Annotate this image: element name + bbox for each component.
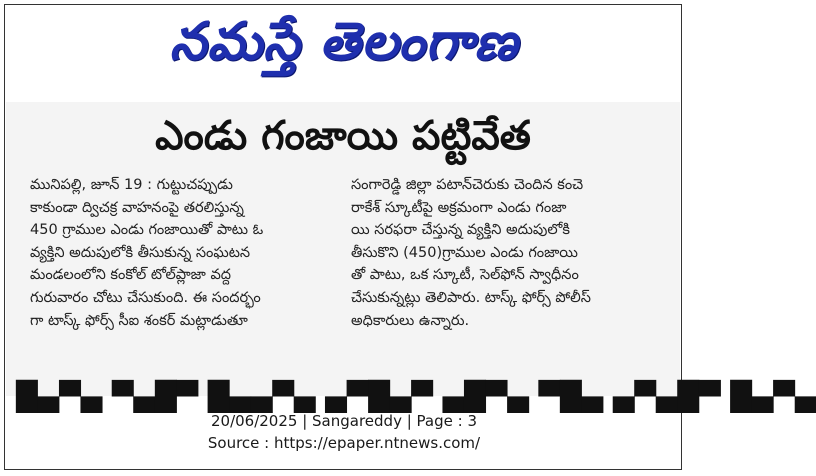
body-line: కాకుండా ద్విచక్ర వాహనంపై తరలిస్తున్న — [30, 199, 244, 216]
body-line: చేసుకున్నట్లు తెలిపారు. టాస్క్ ఫోర్స్ పోలీస్ — [351, 289, 591, 306]
source-url: Source : https://epaper.ntnews.com/ — [207, 434, 481, 452]
body-line: యి సరఫరా చేస్తున్న వ్యక్తిని అదుపులోకి — [351, 222, 570, 239]
source-footer — [0, 410, 688, 454]
body-line: సంగారెడ్డి జిల్లా పటాన్‌చెరుకు చెందిన కంచె — [351, 177, 584, 193]
article-headline: ఎండు గంజాయి పట్టివేత — [155, 113, 531, 159]
body-line: అధికారులు ఉన్నారు. — [351, 312, 470, 329]
date-edition-page: 20/06/2025 | Sangareddy | Page : 3 — [210, 412, 477, 430]
clipping-top-edge — [6, 94, 680, 102]
body-line: మునిపల్లి, జూన్ 19 : గుట్టుచప్పుడు — [30, 177, 233, 193]
newspaper-masthead: నమస్తే తెలంగాణ — [169, 11, 519, 72]
body-line: 450 గ్రాముల ఎండు గంజాయితో పాటు ఓ — [30, 222, 264, 239]
body-line: మండలంలోని కంకోల్ టోల్‌ప్లాజా వద్ద — [30, 267, 231, 284]
body-line: తో పాటు, ఒక స్కూటీ, సెల్‌ఫోన్ స్వాధీనం — [351, 267, 579, 284]
body-line: గా టాస్క్ ఫోర్స్ సీఐ శంకర్ మట్లాడుతూ — [30, 312, 248, 329]
body-line: గురువారం చోటు చేసుకుంది. ఈ సందర్భం — [30, 289, 261, 306]
article-clipping — [6, 94, 816, 413]
body-line: రాకేశ్ స్కూటీపై అక్రమంగా ఎండు గంజా — [351, 199, 567, 216]
cutoff-next-headline: █▄▀▄ ▀▄█▀ █▄▄▀▄ ▄▀█▄▀ ▄█▀▄ ▀█▄ ▄▀▄█▀ █▄▀▄ — [16, 380, 816, 413]
article-right-column — [351, 174, 651, 332]
article-left-column — [30, 174, 330, 332]
body-line: వ్యక్తిని అదుపులోకి తీసుకున్న సంఘటన — [30, 244, 251, 261]
body-line: తీసుకొని (450)గ్రాముల ఎండు గంజాయి — [351, 244, 578, 261]
